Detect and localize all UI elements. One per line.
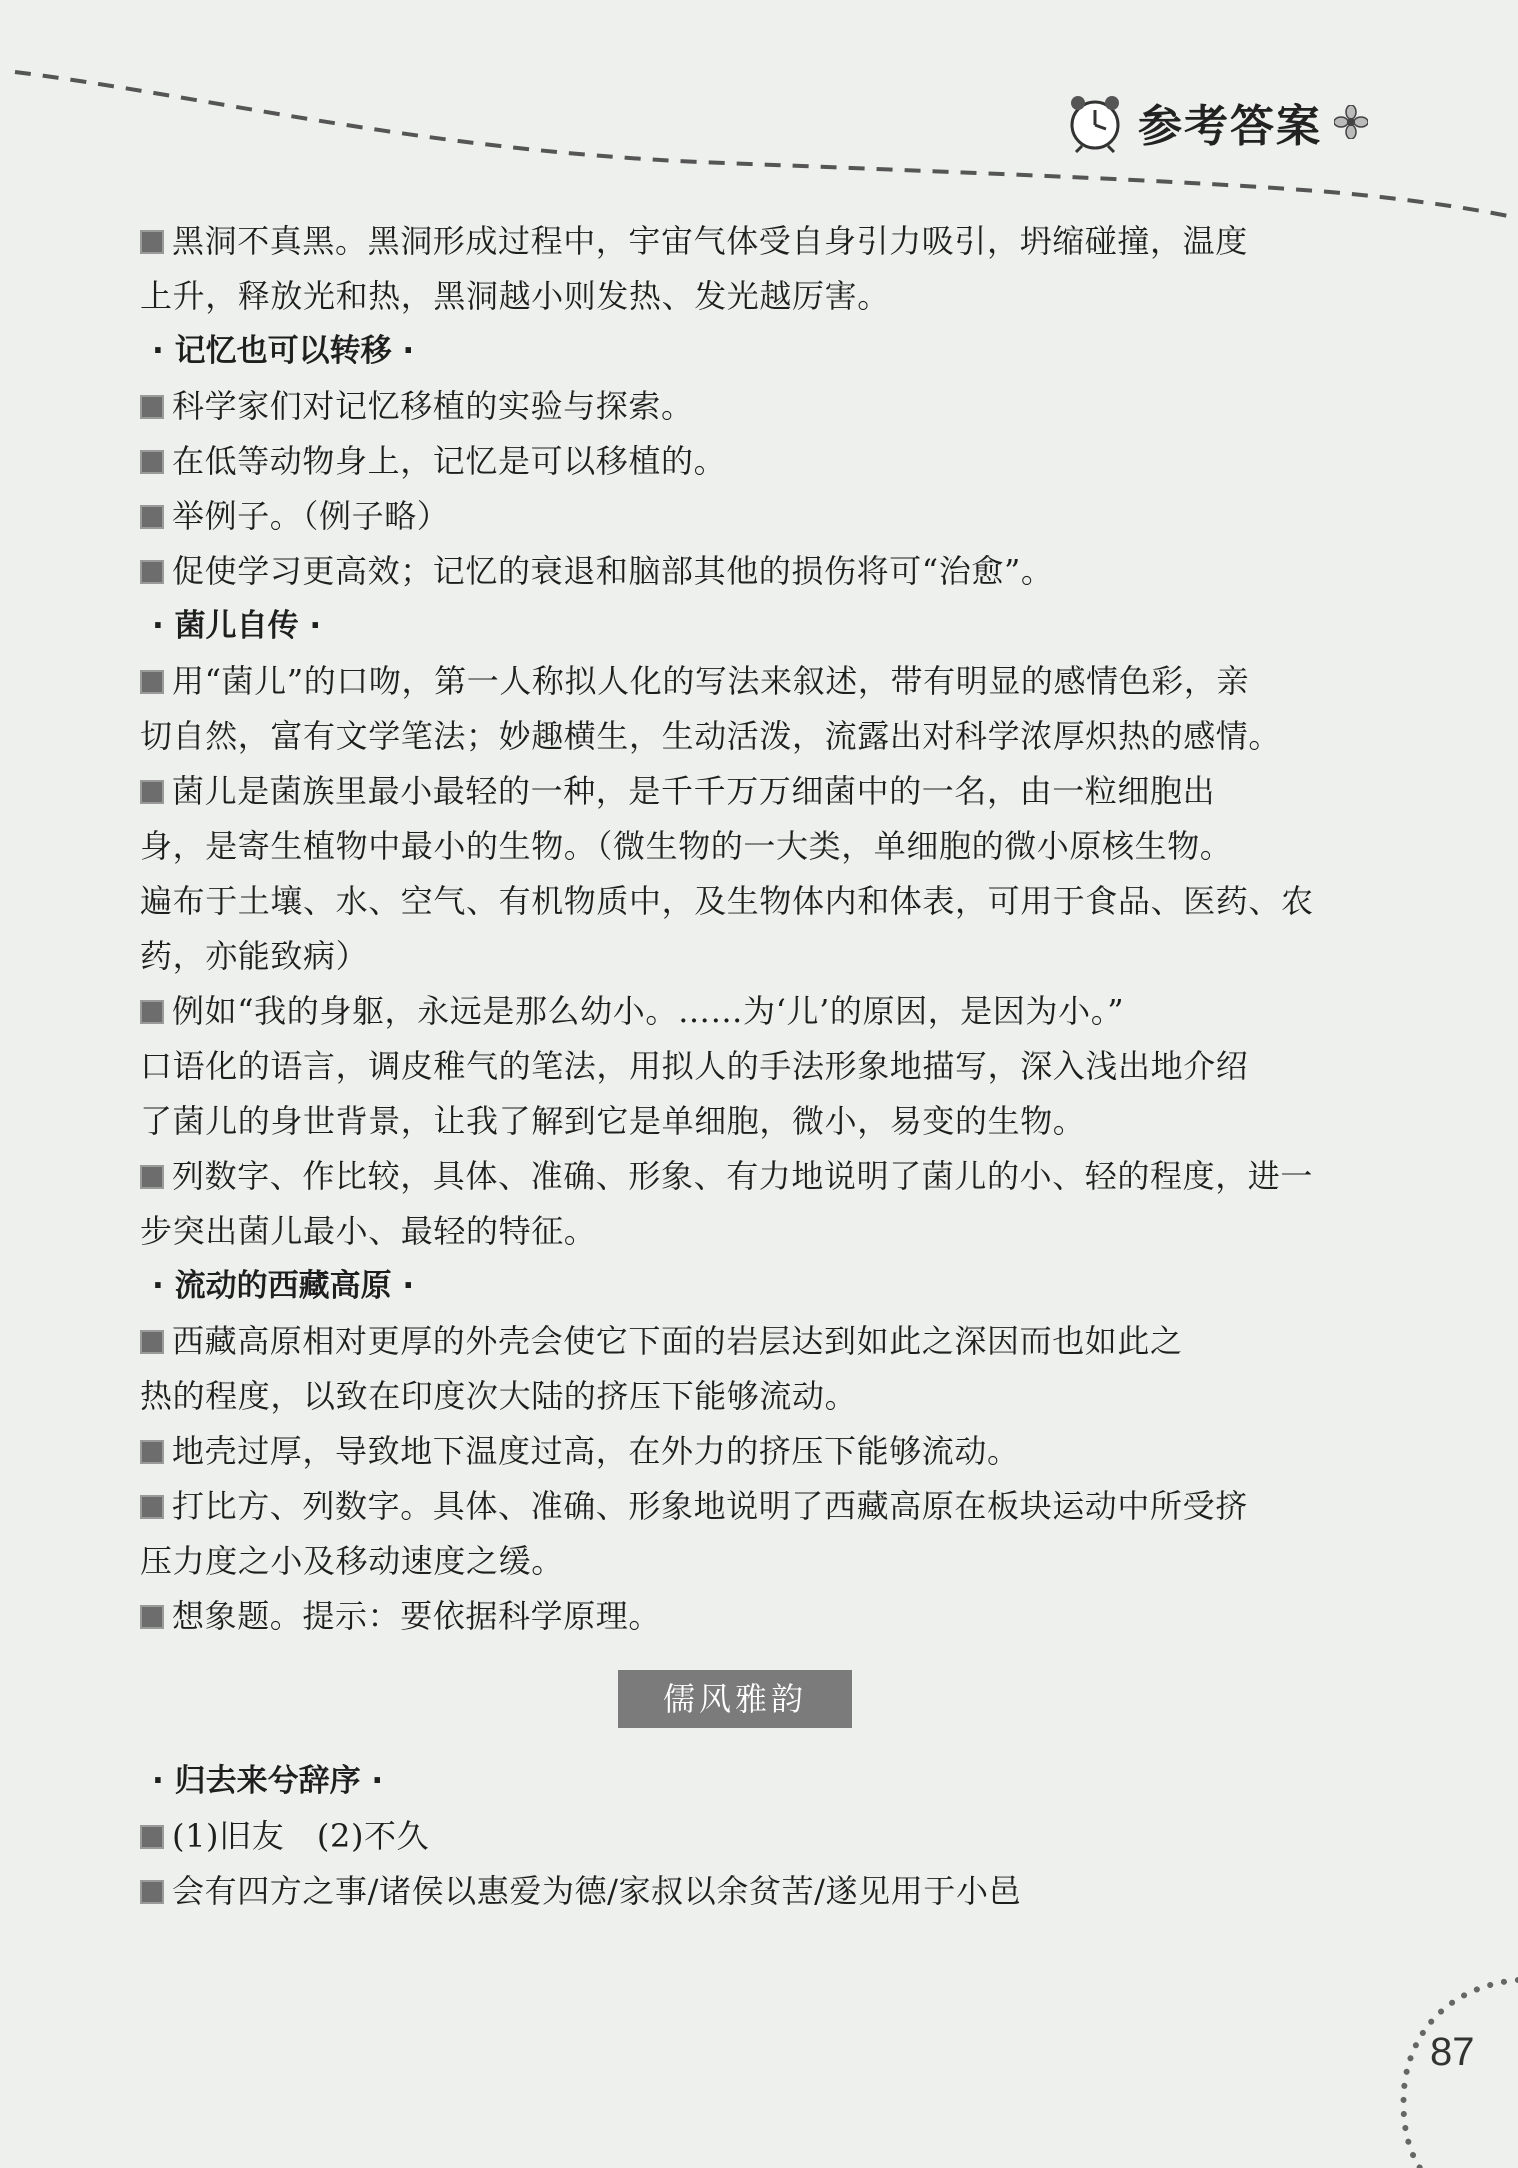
answer-item — [140, 1864, 1340, 1919]
square-bullet-icon — [140, 1495, 164, 1519]
flower-icon — [1334, 105, 1368, 139]
answer-text: 身，是寄生植物中最小的生物。（微生物的一大类，单细胞的微小原核生物。 — [140, 827, 1233, 865]
answer-continuation — [140, 269, 1340, 324]
section-heading: · 流动的西藏高原 · — [152, 1268, 415, 1304]
section-heading: · 归去来兮辞序 · — [152, 1763, 384, 1799]
square-bullet-icon — [140, 780, 164, 804]
answer-text: 口语化的语言，调皮稚气的笔法，用拟人的手法形象地描写，深入浅出地介绍 — [140, 1047, 1249, 1085]
answer-text: 打比方、列数字。具体、准确、形象地说明了西藏高原在板块运动中所受挤 — [172, 1487, 1248, 1525]
square-bullet-icon — [140, 450, 164, 474]
answer-text: 菌儿是菌族里最小最轻的一种，是千千万万细菌中的一名，由一粒细胞出 — [172, 772, 1216, 810]
answer-item — [140, 1149, 1340, 1204]
answer-continuation — [140, 1369, 1340, 1424]
answer-text: 压力度之小及移动速度之缓。 — [140, 1542, 564, 1580]
square-bullet-icon — [140, 230, 164, 254]
square-bullet-icon — [140, 1825, 164, 1849]
square-bullet-icon — [140, 670, 164, 694]
answer-text: 切自然，富有文学笔法；妙趣横生，生动活泼，流露出对科学浓厚炽热的感情。 — [140, 717, 1282, 755]
answer-text: 黑洞不真黑。黑洞形成过程中，宇宙气体受自身引力吸引，坍缩碰撞，温度 — [172, 222, 1248, 260]
square-bullet-icon — [140, 1605, 164, 1629]
answer-continuation — [140, 1094, 1340, 1149]
answer-item — [140, 379, 1340, 434]
answer-text: 热的程度，以致在印度次大陆的挤压下能够流动。 — [140, 1377, 858, 1415]
answer-item — [140, 1809, 1340, 1864]
section-heading: · 记忆也可以转移 · — [152, 333, 415, 369]
answer-text: 地壳过厚，导致地下温度过高，在外力的挤压下能够流动。 — [172, 1432, 1020, 1470]
answer-text: 举例子。（例子略） — [172, 497, 450, 535]
answer-content — [140, 214, 1340, 1919]
answer-text: 列数字、作比较，具体、准确、形象、有力地说明了菌儿的小、轻的程度，进一 — [172, 1157, 1314, 1195]
section-banner: 儒风雅韵 — [618, 1670, 852, 1728]
answer-item — [140, 1314, 1340, 1369]
answer-text: 药，亦能致病） — [140, 937, 369, 975]
alarm-clock-icon — [1064, 91, 1126, 153]
square-bullet-icon — [140, 1165, 164, 1189]
answer-item — [140, 434, 1340, 489]
square-bullet-icon — [140, 505, 164, 529]
answer-continuation — [140, 874, 1340, 929]
answer-item — [140, 489, 1340, 544]
header — [1064, 90, 1368, 154]
answer-text: 会有四方之事/诸侯以惠爱为德/家叔以余贫苦/遂见用于小邑 — [172, 1872, 1022, 1910]
square-bullet-icon — [140, 1440, 164, 1464]
answer-text: 例如“我的身躯，永远是那么幼小。……为‘儿’的原因，是因为小。” — [172, 992, 1125, 1030]
square-bullet-icon — [140, 1330, 164, 1354]
answer-item — [140, 654, 1340, 709]
answer-continuation — [140, 709, 1340, 764]
answer-text: 促使学习更高效；记忆的衰退和脑部其他的损伤将可“治愈”。 — [172, 552, 1054, 590]
square-bullet-icon — [140, 395, 164, 419]
section-heading: · 菌儿自传 · — [152, 608, 322, 644]
page-number: 87 — [1430, 2030, 1475, 2074]
answer-item — [140, 764, 1340, 819]
answer-text: 在低等动物身上，记忆是可以移植的。 — [172, 442, 727, 480]
answer-text: 上升，释放光和热，黑洞越小则发热、发光越厉害。 — [140, 277, 890, 315]
square-bullet-icon — [140, 1000, 164, 1024]
answer-continuation — [140, 1039, 1340, 1094]
square-bullet-icon — [140, 1880, 164, 1904]
answer-text: 步突出菌儿最小、最轻的特征。 — [140, 1212, 597, 1250]
answer-item — [140, 214, 1340, 269]
answer-text: 遍布于土壤、水、空气、有机物质中，及生物体内和体表，可用于食品、医药、农 — [140, 882, 1314, 920]
answer-text: 了菌儿的身世背景，让我了解到它是单细胞，微小，易变的生物。 — [140, 1102, 1086, 1140]
square-bullet-icon — [140, 560, 164, 584]
answer-continuation — [140, 819, 1340, 874]
answer-item — [140, 1479, 1340, 1534]
answer-continuation — [140, 929, 1340, 984]
answer-text: 用“菌儿”的口吻，第一人称拟人化的写法来叙述，带有明显的感情色彩，亲 — [172, 662, 1250, 700]
answer-item — [140, 544, 1340, 599]
answer-continuation — [140, 1204, 1340, 1259]
answer-item — [140, 1424, 1340, 1479]
answer-item — [140, 1589, 1340, 1644]
answer-continuation — [140, 1534, 1340, 1589]
answer-text: (1)旧友 (2)不久 — [172, 1817, 430, 1855]
section-banner-wrap — [140, 1644, 1340, 1754]
answer-text: 想象题。提示：要依据科学原理。 — [172, 1597, 662, 1635]
header-title: 参考答案 — [1138, 101, 1322, 152]
answer-item — [140, 984, 1340, 1039]
answer-text: 西藏高原相对更厚的外壳会使它下面的岩层达到如此之深因而也如此之 — [172, 1322, 1183, 1360]
answer-text: 科学家们对记忆移植的实验与探索。 — [172, 387, 694, 425]
